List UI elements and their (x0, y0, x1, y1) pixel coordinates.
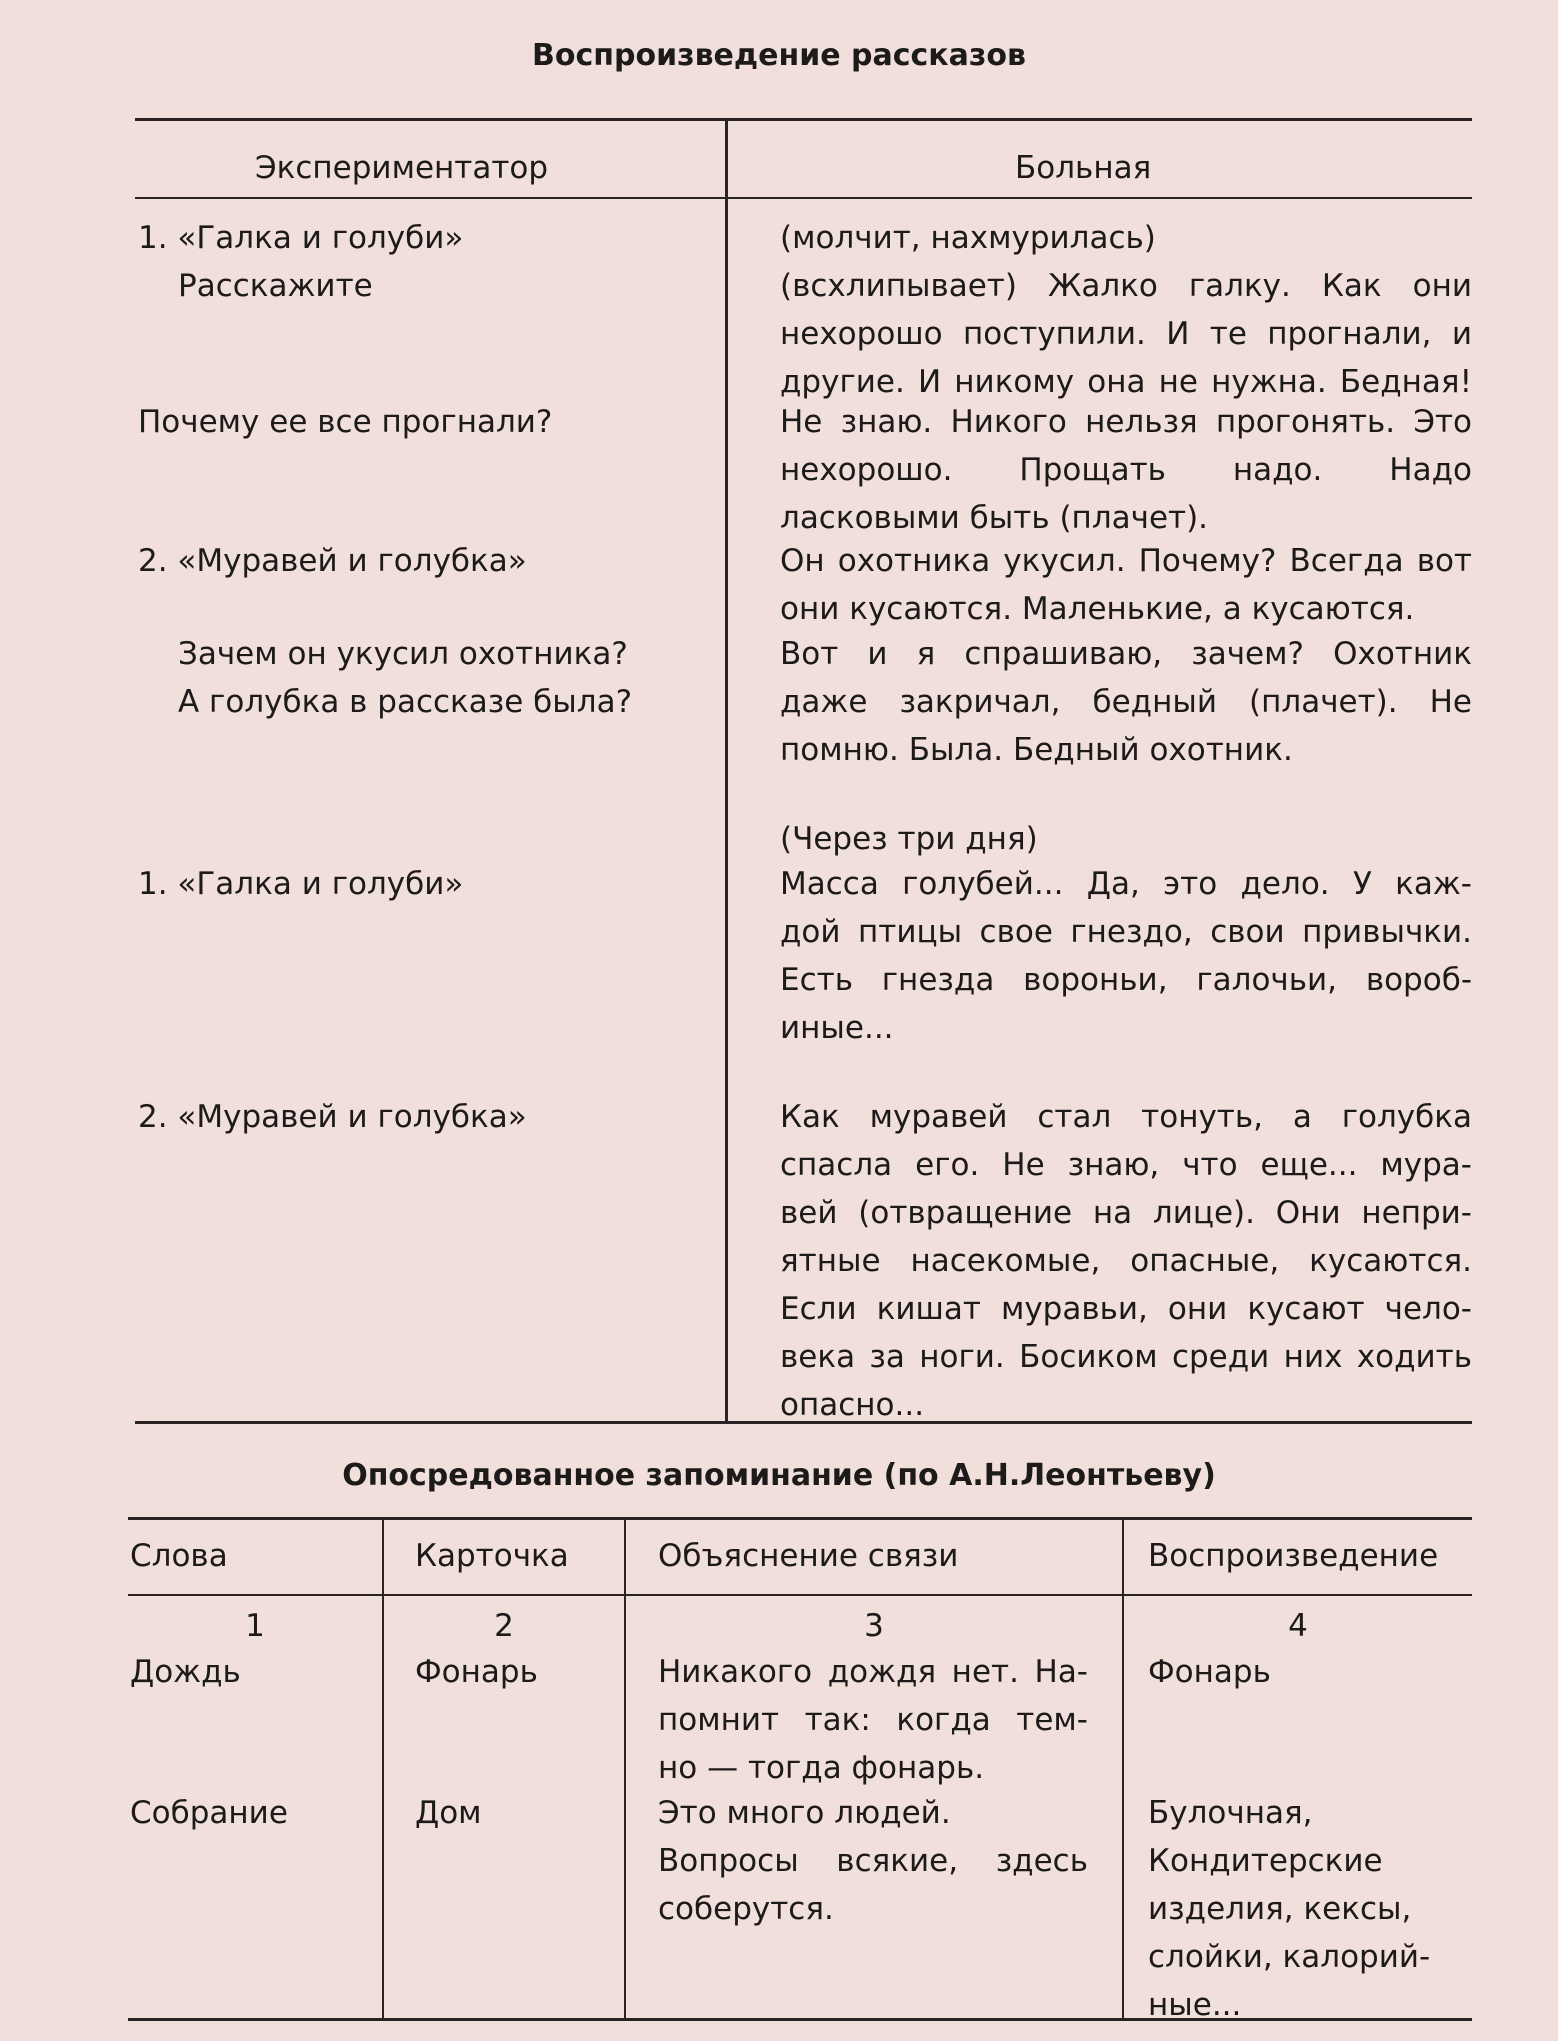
experimenter-line: Почему ее все прогнали? (138, 404, 553, 440)
patient-line: Как муравей стал тонуть, а голубка (780, 1099, 1472, 1135)
table2-column-divider (1122, 1518, 1124, 2018)
patient-cell (780, 815, 1038, 863)
experimenter-line: 1. «Галка и голуби» (138, 866, 464, 902)
reproduction-line: Кондитерские (1148, 1843, 1383, 1879)
header-words: Слова (130, 1538, 228, 1574)
patient-cell (780, 630, 1472, 774)
word-cell: Дождь (130, 1654, 241, 1690)
patient-cell (780, 860, 1472, 1052)
explanation-line: помнит так: когда тем- (658, 1702, 1088, 1738)
experimenter-line: 2. «Муравей и голубка» (138, 1099, 527, 1135)
header-patient: Больная (1015, 150, 1152, 186)
patient-line: ласковыми быть (плачет). (780, 500, 1209, 536)
reproduction-line: Булочная, (1148, 1795, 1313, 1831)
reproduction-line: ные... (1148, 1987, 1242, 2023)
experimenter-line: Зачем он укусил охотника? (178, 636, 628, 672)
card-cell: Дом (415, 1795, 482, 1831)
patient-line: Он охотника укусил. Почему? Всегда вот (780, 543, 1472, 579)
explanation-cell (658, 1789, 1088, 1933)
header-card: Карточка (415, 1538, 569, 1574)
patient-line: даже закричал, бедный (плачет). Не (780, 684, 1472, 720)
patient-line: нехорошо. Прощать надо. Надо (780, 452, 1472, 488)
patient-line: Вот и я спрашиваю, зачем? Охотник (780, 636, 1472, 672)
explanation-line: Вопросы всякие, здесь (658, 1843, 1088, 1879)
patient-line: Есть гнезда вороньи, галочьи, вороб- (780, 962, 1472, 998)
experimenter-cell (138, 398, 552, 446)
explanation-line: соберутся. (658, 1891, 834, 1927)
experimenter-cell (178, 630, 632, 726)
patient-line: ятные насекомые, опасные, кусаются. (780, 1243, 1472, 1279)
patient-line: вей (отвращение на лице). Они непри- (780, 1195, 1472, 1231)
section-title-retelling: Воспроизведение рассказов (532, 38, 1026, 73)
table2-column-divider (382, 1518, 384, 2018)
patient-cell (780, 214, 1472, 406)
table2-column-divider (624, 1518, 626, 2018)
column-number: 2 (494, 1608, 514, 1644)
column-number: 4 (1288, 1608, 1308, 1644)
experimenter-cell (138, 214, 463, 310)
experimenter-line: А голубка в рассказе была? (178, 684, 633, 720)
experimenter-line: 1. «Галка и голуби» (138, 220, 464, 256)
patient-line: дой птицы свое гнездо, свои привычки. (780, 914, 1472, 950)
patient-line: (молчит, нахмурилась) (780, 220, 1156, 256)
experimenter-cell (138, 1093, 527, 1141)
header-explanation: Объяснение связи (658, 1538, 959, 1574)
patient-line: помню. Была. Бедный охотник. (780, 732, 1293, 768)
patient-line: опасно... (780, 1387, 925, 1423)
patient-line: (всхлипывает) Жалко галку. Как они (780, 268, 1472, 304)
table1-header-rule (135, 197, 1472, 199)
header-reproduction: Воспроизведение (1148, 1538, 1439, 1574)
table1-column-divider (725, 120, 728, 1422)
patient-cell (780, 537, 1472, 633)
header-experimenter: Экспериментатор (255, 150, 549, 186)
reproduction-line: Фонарь (1148, 1654, 1271, 1690)
reproduction-cell (1148, 1648, 1271, 1696)
patient-line: Масса голубей... Да, это дело. У каж- (780, 866, 1472, 902)
patient-line: другие. И никому она не нужна. Бедная! (780, 364, 1472, 400)
experimenter-line: Расскажите (178, 268, 373, 304)
table2-header-rule (128, 1594, 1472, 1596)
explanation-line: Никакого дождя нет. На- (658, 1654, 1088, 1690)
experimenter-line: 2. «Муравей и голубка» (138, 543, 527, 579)
reproduction-line: слойки, калорий- (1148, 1939, 1431, 1975)
word-cell: Собрание (130, 1795, 288, 1831)
patient-line: века за ноги. Босиком среди них ходить (780, 1339, 1472, 1375)
patient-line: спасла его. Не знаю, что еще... мура- (780, 1147, 1472, 1183)
reproduction-cell (1148, 1789, 1430, 2029)
explanation-line: но — тогда фонарь. (658, 1750, 985, 1786)
column-number: 3 (864, 1608, 884, 1644)
patient-line: они кусаются. Маленькие, а кусаются. (780, 591, 1415, 627)
experimenter-cell (138, 537, 527, 585)
patient-line: Если кишат муравьи, они кусают чело- (780, 1291, 1472, 1327)
table1-top-rule (135, 118, 1472, 121)
patient-cell (780, 1093, 1472, 1429)
card-cell: Фонарь (415, 1654, 538, 1690)
patient-line: иные... (780, 1010, 894, 1046)
column-number: 1 (245, 1608, 265, 1644)
reproduction-line: изделия, кексы, (1148, 1891, 1412, 1927)
patient-cell (780, 398, 1472, 542)
patient-line: (Через три дня) (780, 821, 1038, 857)
section-title-mediated-memorization: Опосредованное запоминание (по А.Н.Леонтьеву) (342, 1458, 1216, 1493)
patient-line: нехорошо поступили. И те прогнали, и (780, 316, 1472, 352)
explanation-line: Это много людей. (658, 1795, 951, 1831)
patient-line: Не знаю. Никого нельзя прогонять. Это (780, 404, 1472, 440)
experimenter-cell (138, 860, 463, 908)
table2-top-rule (128, 1517, 1472, 1520)
explanation-cell (658, 1648, 1088, 1792)
